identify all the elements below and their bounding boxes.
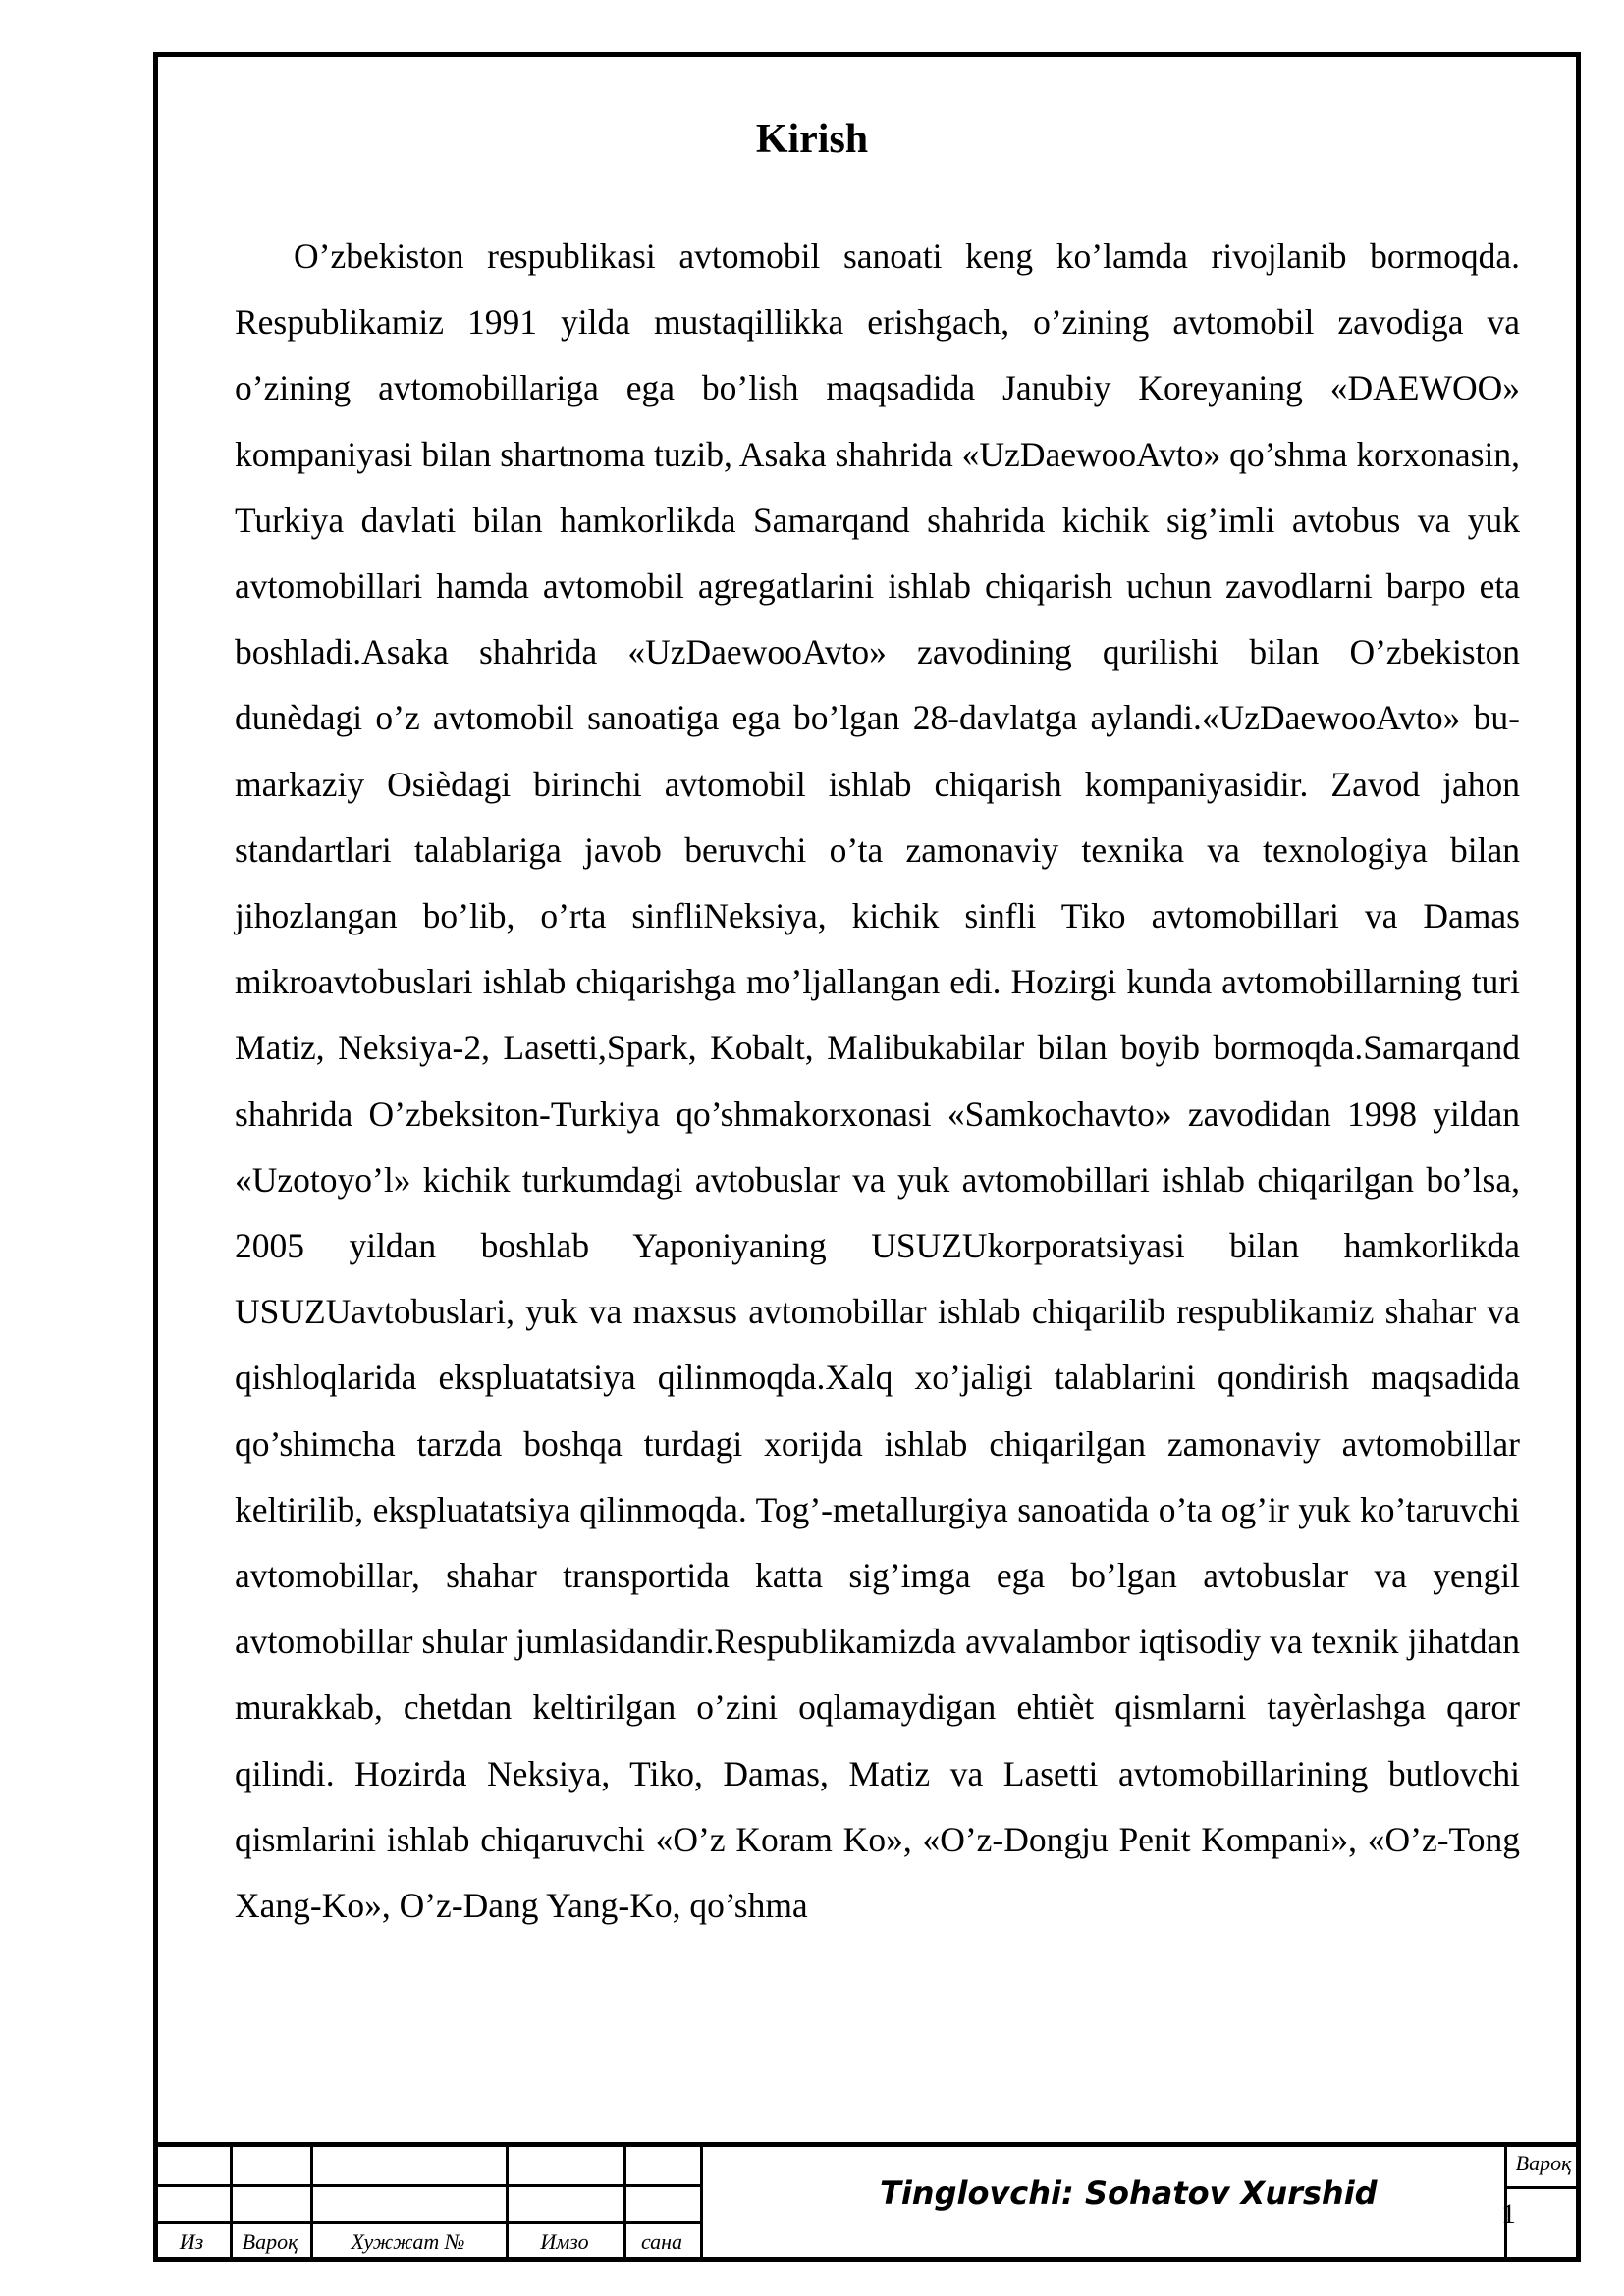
stamp-col-imzo: Имзо <box>540 2229 589 2254</box>
body-paragraph: O’zbekiston respublikasi avtomobil sanoati keng ko’lamda rivojlanib bormoqda. Respublikamiz 1991 yilda mustaqillikka erishgach, o’zining avtomobil zavodiga va o’zining avtomobillariga ega bo’lish maqsadida Janubiy Koreyaning «DAEWOO» kompaniyasi bilan shartnoma tuzib, Asaka shahrida «UzDaewooAvto» qo’shma korxonasin, Turkiya davlati bilan hamkorlikda Samarqand shahrida kichik sig’imli avtobus va yuk avtomobillari hamda avtomobil agregatlarini ishlab chiqarish uchun zavodlarni barpo eta boshladi.Asaka shahrida «UzDaewooAvto» zavodining qurilishi bilan O’zbekiston dunèdagi o’z avtomobil sanoatiga ega bo’lgan 28-davlatga aylandi.«UzDaewooAvto» bu-markaziy Osièdagi birinchi avtomobil ishlab chiqarish kompaniyasidir. Zavod jahon standartlari talablariga javob beruvchi o’ta zamonaviy texnika va texnologiya bilan jihozlangan bo’lib, o’rta sinfliNeksiya, kichik sinfli Tiko avtomobillari va Damas mikroavtobuslari ishlab chiqarishga mo’ljallangan edi. Hozirgi kunda avtomobillarning turi Matiz, Neksiya-2, Lasetti,Spark, Kobalt, Malibukabilar bilan boyib bormoqda.Samarqand shahrida O’zbeksiton-Turkiya qo’shmakorxonasi «Samkochavto» zavodidan 1998 yildan «Uzotoyo’l» kichik turkumdagi avtobuslar va yuk avtomobillari ishlab chiqarilgan bo’lsa, 2005 yildan boshlab Yaponiyaning USUZUkorporatsiyasi bilan hamkorlikda USUZUavtobuslari, yuk va maxsus avtomobillar ishlab chiqarilib respublikamiz shahar va qishloqlarida ekspluatatsiya qilinmoqda.Xalq xo’jaligi talablarini qondirish maqsadida qo’shimcha tarzda boshqa turdagi xorijda ishlab chiqarilgan zamonaviy avtomobillar keltirilib, ekspluatatsiya qilinmoqda. Tog’-metallurgiya sanoatida o’ta og’ir yuk ko’taruvchi avtomobillar, shahar transportida katta sig’imga ega bo’lgan avtobuslar va yengil avtomobillar shular jumlasidandir.Respublikamizda avvalambor iqtisodiy va texnik jihatdan murakkab, chetdan keltirilgan o’zini oqlamaydigan ehtièt qismlarni tayèrlashga qaror qilindi. Hozirda Neksiya, Tiko, Damas, Matiz va Lasetti avtomobillarining butlovchi qismlarini ishlab chiqaruvchi «O’z Koram Ko», «O’z-Dongju Penit Kompani», «O’z-Tong Xang-Ko», O’z-Dang Yang-Ko, qo’shma <box>235 237 1520 1926</box>
sheet-number: 1 <box>1501 2198 1516 2230</box>
stamp-col-varoq: Вароқ <box>242 2229 298 2254</box>
stamp-col-sana: сана <box>640 2229 683 2254</box>
page-title: Kirish <box>755 117 869 162</box>
stamp-col-doc: Хужжат № <box>351 2229 465 2254</box>
stamp-divider <box>700 2147 703 2262</box>
stamp-row-line <box>153 2221 700 2224</box>
student-name: Tinglovchi: Sohatov Xurshid <box>880 2174 1378 2212</box>
stamp-col-iz: Из <box>179 2229 204 2254</box>
sheet-label: Вароқ <box>1515 2151 1572 2175</box>
title-block <box>153 2142 1581 2262</box>
stamp-row-line <box>153 2184 700 2187</box>
